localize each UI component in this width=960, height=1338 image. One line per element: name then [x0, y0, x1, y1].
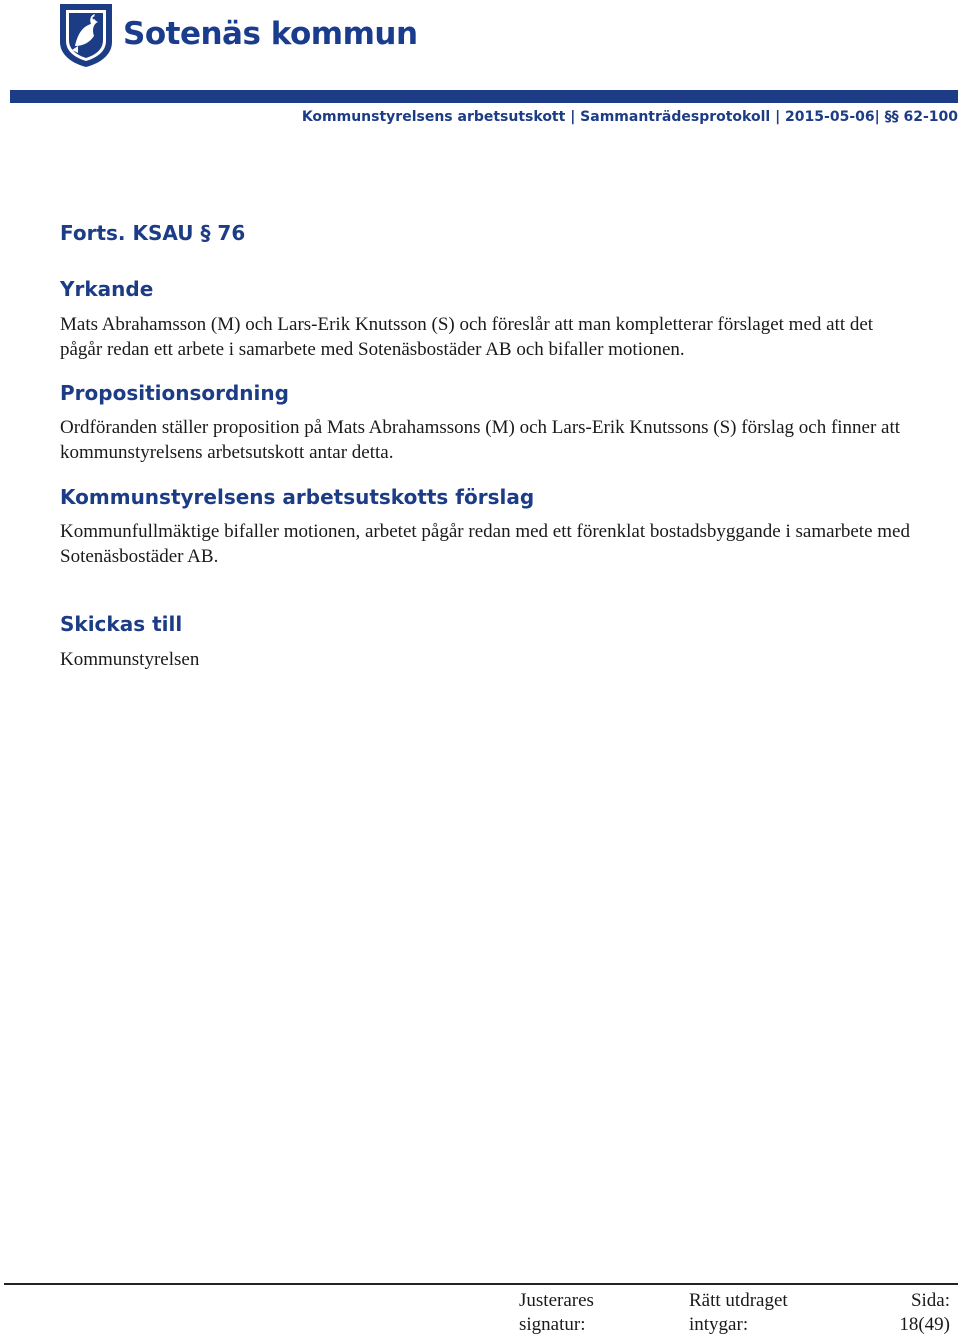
- coat-of-arms-icon: [58, 2, 114, 68]
- sotenas-logo: [58, 2, 418, 70]
- forslag-heading: Kommunstyrelsens arbetsutskotts förslag: [60, 485, 535, 509]
- proposition-text: Ordföranden ställer proposition på Mats Abrahamssons (M) och Lars-Erik Knutssons (S) förslag och finner att kommunstyrelsens arbetsutskott antar detta.: [60, 417, 901, 463]
- page-number: 18(49): [899, 1314, 950, 1335]
- proposition-heading: Propositionsordning: [60, 381, 289, 405]
- justerares-signatur-label: signatur:: [519, 1314, 586, 1335]
- yrkande-text: Mats Abrahamsson (M) och Lars-Erik Knutsson (S) och föreslår att man kompletterar förslaget med att det pågår redan ett arbete i samarbete med Sotenäsbostäder AB och bifaller motionen.: [60, 314, 874, 360]
- protocol-header: Kommunstyrelsens arbetsutskott | Sammanträdesprotokoll | 2015-05-06| §§ 62-100: [301, 109, 958, 125]
- skickas-text: Kommunstyrelsen: [60, 649, 200, 670]
- footer-divider: [4, 1283, 958, 1285]
- yrkande-heading: Yrkande: [60, 277, 154, 301]
- skickas-heading: Skickas till: [60, 612, 183, 636]
- logo-text: Sotenäs kommun: [123, 16, 418, 52]
- header-bar: [10, 90, 958, 103]
- justerares-label: Justerares: [519, 1290, 594, 1311]
- forslag-text: Kommunfullmäktige bifaller motionen, arbetet pågår redan med ett förenklat bostadsbyggande i samarbete med Sotenäsbostäder AB.: [60, 521, 910, 567]
- continuation-heading: Forts. KSAU § 76: [60, 221, 246, 245]
- intygar-label: intygar:: [689, 1314, 749, 1335]
- ratt-utdraget-label: Rätt utdraget: [689, 1290, 788, 1311]
- sida-label: Sida:: [910, 1290, 950, 1311]
